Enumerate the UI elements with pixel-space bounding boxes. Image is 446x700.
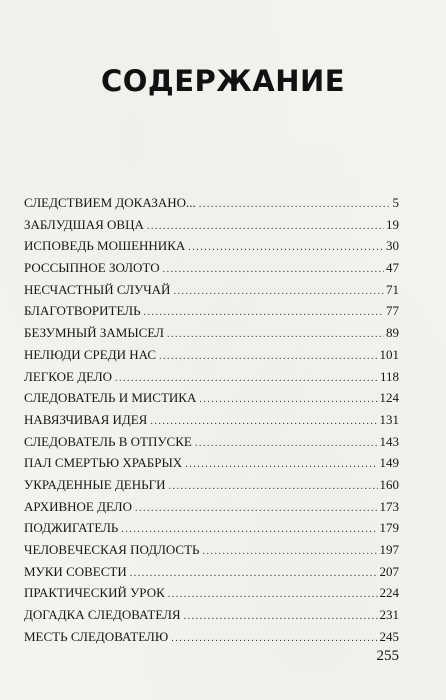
toc-entry: [24, 604, 399, 626]
toc-entry-title: СЛЕДСТВИЕМ ДОКАЗАНО...: [24, 195, 196, 210]
toc-leader-dots: [159, 346, 377, 368]
toc-entry: [24, 214, 399, 236]
toc-entry-title: БЛАГОТВОРИТЕЛЬ: [24, 303, 141, 319]
toc-entry-page: 231: [379, 607, 399, 623]
toc-entry-title: ЛЕГКОЕ ДЕЛО: [24, 368, 113, 384]
toc-entry-page: 224: [379, 585, 399, 601]
toc-entry-title: ПАЛ СМЕРТЬЮ ХРАБРЫХ: [24, 455, 183, 471]
toc-entry-page: 19: [386, 216, 399, 232]
toc-entry-title: МЕСТЬ СЛЕДОВАТЕЛЮ: [24, 628, 169, 644]
toc-entry: [24, 387, 399, 409]
toc-leader-dots: [188, 237, 384, 259]
toc-entry-page: 207: [379, 563, 399, 579]
toc-entry-title: ЗАБЛУДШАЯ ОВЦА: [24, 216, 144, 232]
toc-entry: [24, 235, 399, 257]
toc-entry-title: ДОГАДКА СЛЕДОВАТЕЛЯ: [24, 607, 181, 623]
toc-entry-title: ЧЕЛОВЕЧЕСКАЯ ПОДЛОСТЬ: [24, 542, 200, 557]
toc-entry: [24, 431, 399, 453]
toc-entry-page: 47: [386, 260, 399, 276]
toc-entry: [24, 539, 399, 561]
toc-leader-dots: [167, 324, 384, 346]
toc-leader-dots: [163, 259, 384, 281]
toc-leader-dots: [115, 368, 378, 390]
toc-entry-title: СЛЕДОВАТЕЛЬ В ОТПУСКЕ: [24, 433, 192, 449]
toc-entry-page: 131: [379, 411, 399, 427]
toc-entry: [24, 279, 399, 301]
toc-entry: [24, 474, 399, 496]
toc-entry-title: НАВЯЗЧИВАЯ ИДЕЯ: [24, 411, 148, 427]
toc-entry: [24, 344, 399, 366]
toc-entry-page: 197: [379, 542, 399, 557]
toc-entry: [24, 409, 399, 431]
toc-leader-dots: [135, 498, 378, 520]
toc-entry-page: 30: [386, 238, 399, 254]
toc-leader-dots: [203, 541, 378, 563]
toc-leader-dots: [130, 563, 378, 585]
toc-leader-dots: [171, 628, 377, 650]
toc-entry-page: 245: [379, 628, 399, 644]
toc-entry-page: 160: [379, 476, 399, 492]
toc-leader-dots: [121, 519, 377, 541]
page-title: СОДЕРЖАНИЕ: [100, 64, 346, 98]
toc-entry-page: 124: [379, 390, 399, 406]
toc-entry-page: 149: [379, 455, 399, 471]
toc-entry-page: 77: [386, 303, 399, 319]
toc-entry: [24, 322, 399, 344]
toc-entry: [24, 561, 399, 583]
toc-entry-title: ИСПОВЕДЬ МОШЕННИКА: [24, 238, 186, 254]
toc-entry-page: 71: [386, 281, 399, 297]
toc-leader-dots: [184, 606, 378, 628]
toc-entry: [24, 452, 399, 474]
toc-entry-title: СЛЕДОВАТЕЛЬ И МИСТИКА: [24, 390, 197, 406]
toc-entry-title: РОССЫПНОЕ ЗОЛОТО: [24, 260, 160, 276]
toc-entry-page: 101: [379, 346, 399, 362]
toc-leader-dots: [173, 281, 384, 303]
toc-leader-dots: [195, 433, 378, 455]
toc-leader-dots: [185, 454, 377, 476]
toc-entry: [24, 300, 399, 322]
toc-entry-title: УКРАДЕННЫЕ ДЕНЬГИ: [24, 476, 166, 492]
toc-entry: [24, 626, 399, 648]
toc-entry: [24, 517, 399, 539]
toc-entry: [24, 582, 399, 604]
toc-entry-page: 173: [379, 498, 399, 514]
toc-entry-page: 89: [386, 325, 399, 341]
toc-entry-title: ПОДЖИГАТЕЛЬ: [24, 520, 119, 536]
toc-entry-page: 5: [392, 195, 399, 210]
toc-entry-title: БЕЗУМНЫЙ ЗАМЫСЕЛ: [24, 325, 164, 341]
toc-leader-dots: [144, 302, 384, 324]
toc-entry-title: НЕСЧАСТНЫЙ СЛУЧАЙ: [24, 281, 171, 297]
toc-entry-page: 179: [379, 520, 399, 536]
toc-leader-dots: [150, 411, 377, 433]
toc-leader-dots: [169, 476, 378, 498]
page-number: 255: [376, 648, 399, 664]
table-of-contents: [24, 192, 399, 647]
toc-entry: [24, 366, 399, 388]
toc-entry-page: 143: [379, 433, 399, 449]
toc-leader-dots: [147, 216, 384, 238]
toc-leader-dots: [199, 194, 391, 216]
toc-entry-page: 118: [379, 368, 399, 384]
toc-entry: [24, 257, 399, 279]
toc-leader-dots: [199, 389, 377, 411]
toc-leader-dots: [168, 584, 378, 606]
toc-entry-title: МУКИ СОВЕСТИ: [24, 563, 127, 579]
toc-entry-title: АРХИВНОЕ ДЕЛО: [24, 498, 132, 514]
toc-entry-title: НЕЛЮДИ СРЕДИ НАС: [24, 346, 157, 362]
toc-entry-title: ПРАКТИЧЕСКИЙ УРОК: [24, 585, 165, 601]
toc-entry: [24, 192, 399, 214]
toc-entry: [24, 496, 399, 518]
